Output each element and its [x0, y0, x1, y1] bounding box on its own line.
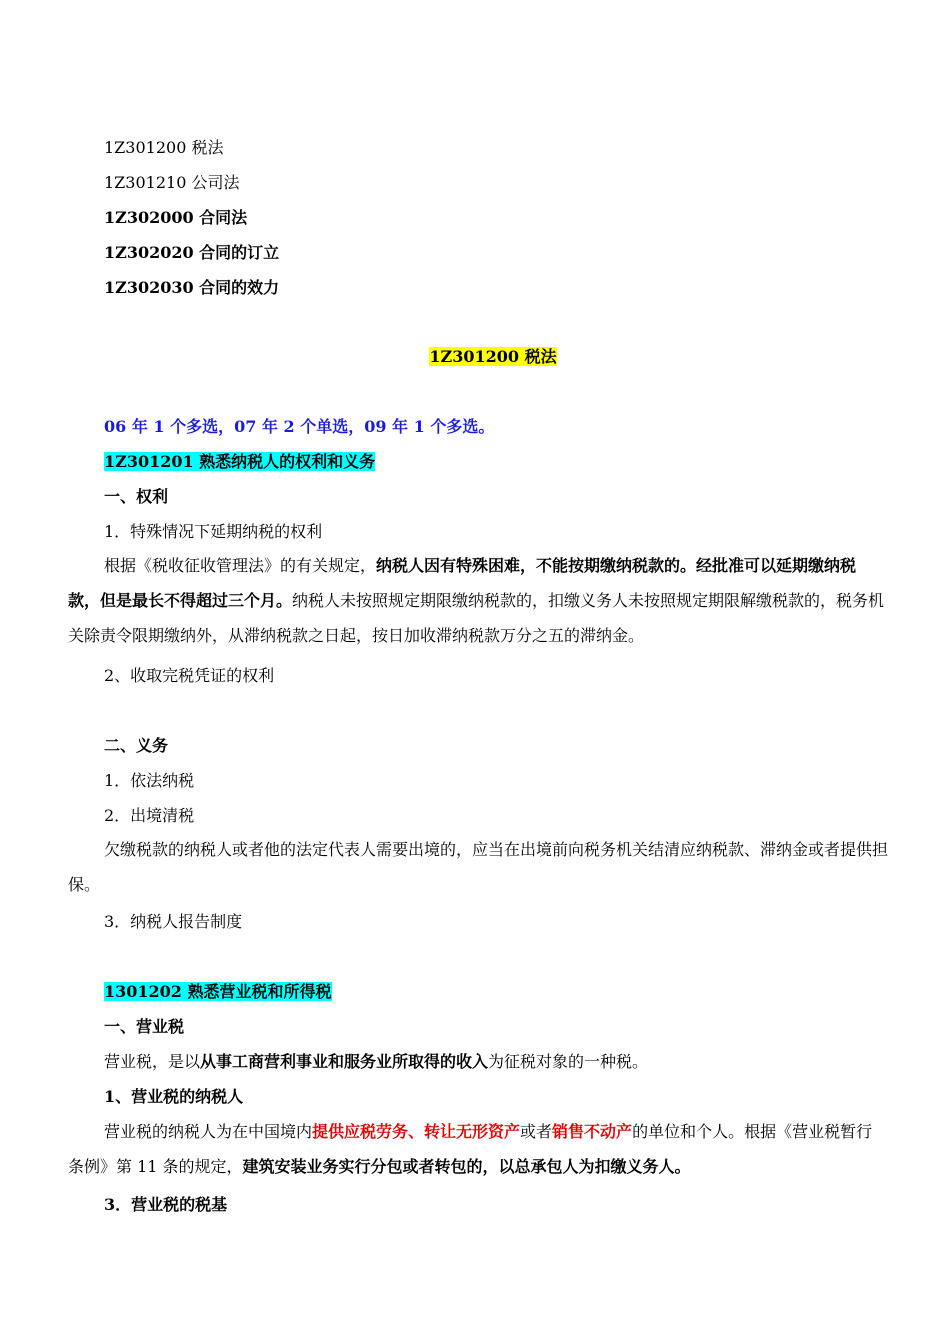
toc-item: 1Z301200 税法	[104, 138, 224, 157]
taxpayer-heading: 1、营业税的纳税人	[104, 1087, 244, 1106]
business-tax-heading: 一、营业税	[104, 1017, 185, 1036]
paragraph-text: 或者	[520, 1122, 553, 1141]
paragraph-text: 营业税，是以	[104, 1052, 201, 1071]
duties-item-2: 2．出境清税	[104, 806, 195, 825]
duties-item-1: 1．依法纳税	[104, 771, 195, 790]
paragraph-red-emphasis: 销售不动产	[552, 1122, 633, 1141]
paragraph-text: 欠缴税款的纳税人或者他的法定代表人需要出境的，应当在出境前向税务机关结清应纳税款、滞纳金或者提供担保。	[68, 840, 889, 894]
paragraph-taxpayer	[68, 1114, 888, 1184]
section-title-wrap	[0, 347, 950, 367]
toc-item: 1Z302020 合同的订立	[104, 243, 280, 262]
rights-item-1: 1．特殊情况下延期纳税的权利	[104, 522, 323, 541]
paragraph-emphasis: 纳税人因有特殊困难，不能按期缴纳税款的。经批准可以延期缴纳税款，但是最长不得超过三个月。	[68, 556, 857, 610]
paragraph-red-emphasis: 提供应税劳务、转让无形资产	[312, 1122, 521, 1141]
rights-heading: 一、权利	[104, 487, 169, 506]
paragraph-text: 纳税人未按照规定期限缴纳税款的，扣缴义务人未按照规定期限解缴税款的，税务机关除责令限期缴纳外，从滞纳税款之日起，按日加收滞纳税款万分之五的滞纳金。	[68, 591, 885, 645]
paragraph-exit	[68, 832, 888, 902]
subsection-heading-wrap	[104, 452, 375, 472]
paragraph-text: 根据《税收征收管理法》的有关规定，	[104, 556, 377, 575]
toc-item: 1Z301210 公司法	[104, 173, 240, 192]
rights-item-2: 2、收取完税凭证的权利	[104, 666, 275, 685]
tax-base-heading: 3．营业税的税基	[104, 1195, 228, 1214]
duties-heading: 二、义务	[104, 736, 169, 755]
toc-item: 1Z302030 合同的效力	[104, 278, 280, 297]
subsection-heading: 1Z301201 熟悉纳税人的权利和义务	[104, 452, 376, 471]
paragraph-text: 的单位和个人。根据《营业税暂行条例》第 11 条的规定，	[68, 1122, 873, 1176]
exam-note: 06 年 1 个多选，07 年 2 个单选，09 年 1 个多选。	[104, 417, 495, 436]
subsection-heading-2: 1301202 熟悉营业税和所得税	[104, 982, 332, 1001]
toc-item: 1Z302000 合同法	[104, 208, 248, 227]
paragraph-emphasis: 建筑安装业务实行分包或者转包的，以总承包人为扣缴义务人。	[242, 1157, 691, 1176]
subsection-heading-2-wrap	[104, 982, 332, 1002]
section-title: 1Z301200 税法	[429, 347, 557, 366]
paragraph-text: 为征税对象的一种税。	[488, 1052, 649, 1071]
paragraph-emphasis: 从事工商营利事业和服务业所取得的收入	[200, 1052, 489, 1071]
paragraph-deferral	[68, 548, 888, 653]
paragraph-text: 营业税的纳税人为在中国境内	[104, 1122, 313, 1141]
duties-item-3: 3．纳税人报告制度	[104, 912, 243, 931]
paragraph-business-tax	[68, 1044, 888, 1079]
